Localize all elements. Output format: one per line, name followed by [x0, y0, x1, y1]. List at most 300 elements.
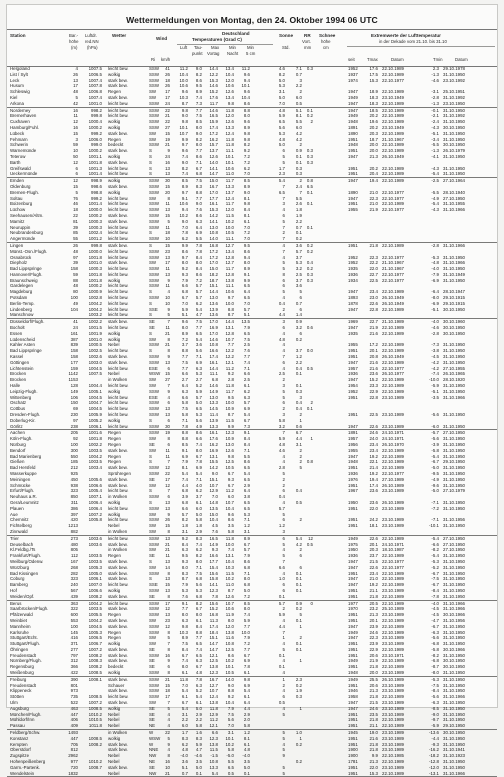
cell-wind-speed: 8 — [167, 570, 170, 576]
cell-tmax-date: 26.10.1949 — [382, 153, 404, 159]
cell-rr: 2 — [310, 119, 313, 125]
cell-tmax: 21.1 — [369, 723, 378, 729]
cell-baro-height: 48 — [73, 283, 78, 289]
cell-tmax-date: 22.10.1989 — [382, 723, 404, 729]
cell-t-dew: 6.6 — [195, 436, 202, 442]
cell-t-night: 5.4 — [243, 470, 250, 476]
cell-t-night: 5.8 — [243, 723, 250, 729]
cell-sun: 2 — [282, 606, 285, 612]
cell-tmin: -5.4 — [431, 535, 439, 541]
cell-wind-dir: SSW — [149, 688, 160, 694]
cell-station: Weilburg/Odenw. — [10, 558, 44, 564]
cell-wind-dir: SSW — [149, 124, 160, 130]
cell-t-min: 11.1 — [225, 283, 234, 289]
cell-wind-dir: S — [149, 558, 152, 564]
cell-t-dew: 5.9 — [195, 741, 202, 747]
cell-tmin-date: 31.10.1966 — [443, 606, 465, 612]
cell-t-min: 10.1 — [225, 735, 234, 741]
cell-station: Stuttgart/Echt. — [10, 635, 38, 641]
cell-tmin: -5.3 — [431, 254, 439, 260]
cell-t-max: 6.6 — [211, 730, 218, 736]
cell-since: 1891 — [348, 430, 358, 436]
cell-sun: 4 — [282, 365, 285, 371]
cell-t-air: 5.3 — [181, 587, 188, 593]
cell-wind-speed: 5 — [167, 218, 170, 224]
cell-tmax-date: 22.10.1977 — [382, 77, 404, 83]
cell-t-dew: 8.8 — [195, 629, 202, 635]
cell-baro-height: 159 — [70, 365, 78, 371]
cell-pressure: 1004.2 — [88, 600, 102, 606]
cell-weather: wolkig — [108, 124, 121, 130]
cell-wind-dir: SSW — [149, 207, 160, 213]
cell-tmax-date: 26.10.1949 — [382, 295, 404, 301]
cell-t-max: 14.7 — [209, 171, 218, 177]
cell-t-dew: 4.0 — [195, 482, 202, 488]
cell-station: Frankfurt/Flugh. — [10, 553, 41, 559]
cell-t-night: 9.8 — [243, 130, 250, 136]
cell-baro-height: 18 — [73, 207, 78, 213]
region-group — [7, 108, 497, 179]
cell-tmax: 9.9 — [371, 753, 378, 759]
cell-tmax-date: 23.10.1989 — [382, 700, 404, 706]
cell-t-min: 10.2 — [225, 741, 234, 747]
cell-baro-height: 5 — [75, 94, 78, 100]
cell-sun: 0.5 — [278, 700, 285, 706]
cell-t-night: 7.1 — [243, 517, 250, 523]
cell-weather: leicht bew. — [108, 306, 129, 312]
cell-tmin-date: 31.10.1950 — [443, 676, 465, 682]
cell-weather: stark bew. — [108, 564, 128, 570]
cell-baro-height: 161 — [70, 330, 78, 336]
cell-baro-height: 24 — [73, 325, 78, 331]
cell-station: Münst.-Osn./Flugh. — [10, 248, 48, 254]
cell-tmin-date: 30.10.1950 — [443, 664, 465, 670]
cell-tmax-date: 22.10.1989 — [382, 694, 404, 700]
cell-t-night: 2.9 — [243, 482, 250, 488]
cell-t-min: 10.6 — [225, 83, 234, 89]
cell-wind-speed: 9 — [167, 511, 170, 517]
cell-t-night: 5.7 — [243, 547, 250, 553]
cell-t-dew: 6.4 — [195, 224, 202, 230]
cell-tmin-date: 31.10.1956 — [443, 617, 465, 623]
cell-baro-height: 5 — [75, 189, 78, 195]
cell-sun: 6 — [282, 325, 285, 331]
cell-t-night: 8.2 — [243, 142, 250, 148]
cell-station: Husum — [10, 83, 24, 89]
cell-t-min: 10.6 — [225, 289, 234, 295]
cell-t-night: 13.5 — [241, 319, 250, 325]
cell-pressure: 1003.6 — [88, 535, 102, 541]
cell-station: Weißenburg — [10, 670, 34, 676]
cell-t-dew: 8.5 — [195, 119, 202, 125]
table-row — [7, 236, 497, 242]
header-t-min-2: Nacht — [227, 51, 239, 56]
cell-t-max: 15.3 — [209, 77, 218, 83]
cell-station: Bremerhaven — [10, 113, 37, 119]
cell-t-dew: 5.2 — [195, 688, 202, 694]
cell-baro-height: 839 — [70, 342, 78, 348]
header-baro-1: Bar.- — [69, 33, 79, 38]
cell-baro-height: 69 — [73, 406, 78, 412]
cell-baro-height: 212 — [70, 465, 78, 471]
cell-t-air: 5.4 — [181, 470, 188, 476]
cell-wind-dir: SSW — [149, 606, 160, 612]
cell-t-air: 8.0 — [181, 664, 188, 670]
cell-t-min: 2.8 — [227, 377, 234, 383]
cell-since: 1936 — [348, 371, 358, 377]
cell-t-min: 8.0 — [227, 617, 234, 623]
cell-sun-extra: 4.4 — [295, 436, 302, 442]
cell-tmin-date: 27.10.1979 — [443, 488, 465, 494]
cell-tmax: 21.1 — [369, 587, 378, 593]
cell-wind-speed: 8 — [167, 646, 170, 652]
cell-t-max: 15.6 — [209, 570, 218, 576]
cell-tmin: -7.4 — [431, 371, 439, 377]
cell-weather: wolkig — [108, 277, 121, 283]
cell-t-max: 14.6 — [209, 336, 218, 342]
cell-tmax: 22.9 — [369, 646, 378, 652]
cell-tmax-date: 23.10.1989 — [382, 412, 404, 418]
cell-station: Zinnwald — [10, 528, 28, 534]
cell-station: Brocken — [10, 377, 27, 383]
cell-t-min: 11.8 — [225, 142, 234, 148]
cell-t-max: 16.8 — [209, 612, 218, 618]
cell-t-dew: 8.4 — [195, 266, 202, 272]
cell-t-air: 6.3 — [181, 547, 188, 553]
cell-tmax: 19.2 — [369, 582, 378, 588]
cell-sun-extra: 5.5 — [295, 195, 302, 201]
cell-station: Kahler Asten — [10, 342, 35, 348]
cell-tmax-date: 21.10.1967 — [382, 260, 404, 266]
cell-t-max: 12.3 — [209, 735, 218, 741]
cell-sun: 4 — [282, 670, 285, 676]
cell-t-air: 8.3 — [181, 735, 188, 741]
cell-wind-speed: 8 — [167, 436, 170, 442]
cell-tmax: 22.0 — [369, 505, 378, 511]
cell-weather: stark bew. — [108, 218, 128, 224]
cell-sun: 7 — [282, 183, 285, 189]
cell-station: Freudenstadt — [10, 682, 36, 688]
cell-tmin-date: 31.10.1923 — [443, 753, 465, 759]
cell-sun: 5 — [282, 388, 285, 394]
cell-t-dew: 0.1 — [195, 770, 202, 776]
cell-tmin: -6.7 — [431, 623, 439, 629]
cell-sun: 5.8 — [278, 417, 285, 423]
cell-pressure: 1000.3 — [88, 224, 102, 230]
header-baro-3: (m) — [71, 45, 78, 50]
cell-pressure: 1003.5 — [88, 606, 102, 612]
cell-t-min: 12.8 — [225, 254, 234, 260]
cell-t-air: 3.9 — [181, 494, 188, 500]
cell-t-max: 13.1 — [209, 453, 218, 459]
cell-t-night: 8.8 — [243, 107, 250, 113]
cell-tmin-date: 31.10.1966 — [443, 394, 465, 400]
cell-station: Lindenberg — [10, 306, 32, 312]
cell-tmin-date: 31.10.1950 — [443, 171, 465, 177]
cell-tmin: -6.9 — [431, 277, 439, 283]
cell-station: Oldenburg — [10, 183, 31, 189]
cell-pressure: 1004.5 — [88, 623, 102, 629]
cell-tmin-date: 31.10.1950 — [443, 130, 465, 136]
cell-tmin: -8.4 — [431, 688, 439, 694]
cell-tmin-date: 31.10.1992 — [443, 94, 465, 100]
cell-t-dew: 3.5 — [195, 759, 202, 765]
cell-t-air: 8.4 — [181, 646, 188, 652]
cell-t-min: 12.2 — [225, 354, 234, 360]
cell-pressure: 1006.1 — [88, 423, 102, 429]
cell-t-max: 15.3 — [209, 207, 218, 213]
cell-wind-speed: 15 — [165, 212, 170, 218]
cell-sun: 5.6 — [278, 124, 285, 130]
cell-t-max: 12.2 — [209, 71, 218, 77]
cell-wind-dir: S — [149, 159, 152, 165]
cell-since: 1947 — [348, 700, 358, 706]
cell-sun-extra: 0.1 — [295, 617, 302, 623]
cell-sun: 1 — [282, 635, 285, 641]
cell-pressure: 1004.4 — [88, 383, 102, 389]
cell-t-night: 10.1 — [241, 83, 250, 89]
cell-tmin: -10.1 — [428, 523, 439, 529]
cell-pressure: 1008.5 — [88, 705, 102, 711]
cell-baro-height: 48 — [73, 248, 78, 254]
cell-sun: 5 — [282, 646, 285, 652]
cell-t-air: 8.4 — [181, 541, 188, 547]
cell-since: 1947 — [348, 377, 358, 383]
cell-wind-dir: SSW — [149, 189, 160, 195]
cell-pressure: 1004.2 — [88, 617, 102, 623]
cell-wind-dir: SE — [149, 664, 155, 670]
cell-tmax-date: 23.10.1989 — [382, 488, 404, 494]
cell-wind-speed: 11 — [165, 325, 170, 331]
cell-t-max: 14.4 — [209, 289, 218, 295]
cell-since: 1951 — [348, 735, 358, 741]
cell-tmin: -4.0 — [431, 319, 439, 325]
cell-station: Neuhaus a.R. — [10, 494, 37, 500]
cell-weather: wolkig — [108, 330, 121, 336]
cell-t-max: 14.5 — [209, 406, 218, 412]
cell-t-air: 8.8 — [181, 430, 188, 436]
cell-baro-height: 387 — [70, 336, 78, 342]
cell-wind-dir: SSW — [149, 406, 160, 412]
cell-t-air: 9.7 — [181, 142, 188, 148]
cell-pressure: 1001.6 — [88, 430, 102, 436]
cell-tmin-date: 26.10.1965 — [443, 371, 465, 377]
cell-tmax-date: 22.10.1977 — [382, 365, 404, 371]
cell-pressure: 1005.4 — [88, 488, 102, 494]
cell-tmax-date: 26.10.1977 — [382, 371, 404, 377]
cell-since: 1781 — [348, 759, 358, 765]
cell-t-air: 6.2 — [181, 236, 188, 242]
cell-t-max: 13.8 — [209, 741, 218, 747]
cell-since: 1948 — [348, 119, 358, 125]
cell-wind-dir: S — [149, 330, 152, 336]
cell-tmin: -5.1 — [431, 388, 439, 394]
cell-baro-height: 439 — [70, 593, 78, 599]
cell-sun: 3 — [282, 383, 285, 389]
cell-tmin-date: 31.10.1955 — [443, 201, 465, 207]
region-group — [7, 536, 497, 601]
cell-pressure: 1001.3 — [88, 165, 102, 171]
cell-t-min: 11.8 — [225, 107, 234, 113]
cell-wind-dir: SSW — [149, 266, 160, 272]
cell-baro-height: 480 — [70, 541, 78, 547]
cell-t-air: 8.9 — [181, 635, 188, 641]
cell-t-night: -4.0 — [242, 753, 250, 759]
cell-tmin: -2.8 — [431, 94, 439, 100]
cell-t-max: 14.4 — [209, 365, 218, 371]
cell-wind-dir: S — [149, 453, 152, 459]
cell-tmax-date: 22.10.1977 — [382, 195, 404, 201]
cell-sun-extra: 0.9 — [295, 600, 302, 606]
cell-t-max: 9.0 — [211, 470, 218, 476]
cell-pressure: 1010.2 — [88, 759, 102, 765]
cell-t-min: 10.7 — [225, 336, 234, 342]
cell-tmax: 17.4 — [369, 482, 378, 488]
cell-t-max: 16.7 — [209, 183, 218, 189]
cell-t-night: 10.0 — [241, 629, 250, 635]
cell-pressure: 1001.9 — [88, 330, 102, 336]
cell-baro-height: 85 — [73, 230, 78, 236]
cell-t-air: 8.0 — [181, 260, 188, 266]
cell-wind-dir: SSW — [149, 541, 160, 547]
cell-t-min: 10.2 — [225, 658, 234, 664]
cell-t-air: 8.7 — [181, 576, 188, 582]
cell-tmax-date: 22.10.1989 — [382, 617, 404, 623]
cell-sun-extra: 2.3 — [295, 676, 302, 682]
cell-baro-height: 240 — [70, 582, 78, 588]
cell-since: 1950 — [348, 547, 358, 553]
cell-wind-dir: SSE — [149, 306, 158, 312]
cell-wind-dir: SSW — [149, 629, 160, 635]
cell-tmin-date: 31.10.1950 — [443, 354, 465, 360]
cell-tmin: -4.1 — [431, 153, 439, 159]
cell-station: Plauen — [10, 505, 24, 511]
cell-t-dew: 7.6 — [195, 207, 202, 213]
cell-tmax-date: 18.10.1987 — [382, 547, 404, 553]
cell-t-min: 5.6 — [227, 717, 234, 723]
cell-t-night: 3.1 — [243, 528, 250, 534]
cell-wind-speed: 12 — [165, 482, 170, 488]
cell-wind-speed: 17 — [165, 89, 170, 95]
cell-sun-extra: 0.1 — [295, 230, 302, 236]
cell-t-dew: 5.3 — [195, 412, 202, 418]
header-extremes: Extremwerte der Lufttemperatur — [371, 33, 441, 38]
cell-wind-dir: SSW — [149, 517, 160, 523]
cell-sun: 4.8 — [278, 136, 285, 142]
header-snow-3: cm — [323, 45, 329, 50]
cell-tmax: 22.6 — [369, 564, 378, 570]
cell-sun-extra: 2.2 — [295, 218, 302, 224]
cell-tmax-date: 24.10.1971 — [382, 541, 404, 547]
cell-tmax: 18.3 — [369, 94, 378, 100]
cell-t-min: 13.7 — [225, 189, 234, 195]
cell-since: 1948 — [348, 142, 358, 148]
cell-since: 1949 — [348, 535, 358, 541]
cell-t-min: 13.8 — [225, 629, 234, 635]
cell-wind-speed: 24 — [165, 100, 170, 106]
cell-tmin-date: 31.10.1950 — [443, 348, 465, 354]
cell-sun-extra: 3.7 — [295, 254, 302, 260]
cell-weather: leicht bew. — [108, 66, 129, 71]
cell-since: 1949 — [348, 113, 358, 119]
cell-sun: 5 — [282, 266, 285, 272]
cell-t-dew: 6.5 — [195, 652, 202, 658]
cell-wind-dir: SW — [149, 547, 157, 553]
header-tmax-date: Datum — [391, 57, 404, 62]
cell-baro-height: 26 — [73, 242, 78, 248]
cell-t-dew: 7.5 — [195, 113, 202, 119]
cell-tmax-date: 22.10.1977 — [382, 470, 404, 476]
cell-t-max: 17.0 — [209, 260, 218, 266]
cell-wind-speed: 7 — [167, 488, 170, 494]
cell-t-min: 12.8 — [225, 271, 234, 277]
header-temp-rule — [177, 44, 273, 45]
cell-tmax: 21.0 — [369, 189, 378, 195]
cell-t-air: 7.2 — [181, 336, 188, 342]
cell-weather: stark bew. — [108, 747, 128, 753]
cell-t-max: 13.9 — [209, 306, 218, 312]
cell-tmin: -5.8 — [431, 447, 439, 453]
cell-weather: leicht bew. — [108, 165, 129, 171]
cell-tmin: -4.5 — [431, 606, 439, 612]
cell-sun-extra: 0.5 — [295, 499, 302, 505]
cell-baro-height: 39 — [73, 224, 78, 230]
cell-tmin: 2.3 — [432, 66, 439, 71]
cell-tmin: -5.2 — [431, 564, 439, 570]
region-group — [7, 601, 497, 677]
cell-sun: 5 — [282, 511, 285, 517]
cell-t-min: 11.1 — [225, 236, 234, 242]
cell-wind-dir: SSW — [149, 271, 160, 277]
cell-sun-extra: 0.1 — [295, 153, 302, 159]
cell-baro-height: 42 — [73, 100, 78, 106]
cell-t-night: 7.2 — [243, 159, 250, 165]
cell-t-night: 9.9 — [243, 277, 250, 283]
cell-baro-height: 386 — [70, 505, 78, 511]
cell-weather: leicht bew. — [108, 406, 129, 412]
cell-wind-dir: SW — [149, 89, 157, 95]
cell-tmin: -4.3 — [431, 124, 439, 130]
cell-t-air: 7.9 — [181, 582, 188, 588]
cell-t-dew: 8.0 — [195, 260, 202, 266]
header-rr-2: Vort. — [302, 39, 311, 44]
cell-t-night: 5.7 — [243, 306, 250, 312]
cell-tmax: 17.5 — [369, 71, 378, 77]
cell-t-dew: 7.4 — [195, 442, 202, 447]
cell-wind-dir: SSW — [149, 71, 160, 77]
cell-t-max: 17.6 — [209, 436, 218, 442]
cell-baro-height: 4 — [75, 66, 78, 71]
cell-t-dew: 2.9 — [195, 528, 202, 534]
cell-sun: 7 — [282, 558, 285, 564]
cell-weather: leicht bew. — [108, 254, 129, 260]
cell-sun-extra: 5 — [299, 289, 302, 295]
cell-station: Potsdam — [10, 295, 28, 301]
cell-wind-dir: NE — [149, 759, 156, 765]
region-group — [7, 66, 497, 108]
cell-t-night: 4.8 — [243, 747, 250, 753]
cell-t-night: 7.0 — [243, 236, 250, 242]
cell-t-max: 17.2 — [209, 254, 218, 260]
cell-weather: wolkig — [108, 417, 121, 423]
cell-since: 1951 — [348, 505, 358, 511]
cell-wind-dir: SSW — [149, 652, 160, 658]
cell-pressure: 1000.9 — [88, 289, 102, 295]
cell-tmin-date: 30.10.1950 — [443, 730, 465, 736]
cell-tmax: 22.9 — [369, 388, 378, 394]
cell-wind-speed: 22 — [165, 470, 170, 476]
cell-t-dew: 7.5 — [195, 319, 202, 325]
